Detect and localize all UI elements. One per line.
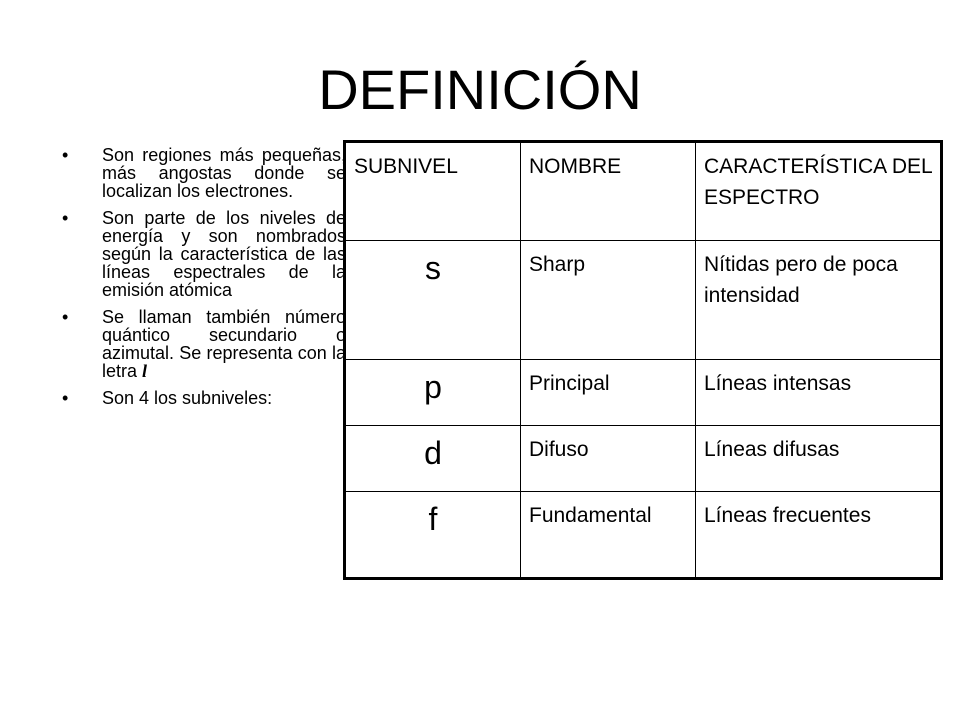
cell-caracteristica: Líneas frecuentes xyxy=(696,491,942,578)
table-row xyxy=(345,359,942,425)
cell-caracteristica: Líneas intensas xyxy=(696,359,942,425)
table-row xyxy=(345,491,942,578)
header-caracteristica: CARACTERÍSTICA DEL ESPECTRO xyxy=(696,142,942,241)
bullet-text: Son regiones más pequeñas, más angostas donde se localizan los electrones. xyxy=(102,145,346,201)
bullet-dot-icon: • xyxy=(62,145,69,165)
cell-subnivel: d xyxy=(345,425,521,491)
azimuthal-letter: l xyxy=(142,361,148,381)
bullet-item xyxy=(62,146,346,200)
cell-nombre: Principal xyxy=(521,359,696,425)
slide-title: DEFINICIÓN xyxy=(318,58,642,121)
header-subnivel: SUBNIVEL xyxy=(345,142,521,241)
table-row xyxy=(345,425,942,491)
bullet-dot-icon: • xyxy=(62,307,69,327)
bullet-item xyxy=(62,389,346,407)
cell-subnivel: f xyxy=(345,491,521,578)
header-nombre: NOMBRE xyxy=(521,142,696,241)
bullet-item xyxy=(62,308,346,380)
cell-nombre: Sharp xyxy=(521,241,696,360)
cell-subnivel: p xyxy=(345,359,521,425)
cell-caracteristica: Nítidas pero de poca intensidad xyxy=(696,241,942,360)
cell-nombre: Difuso xyxy=(521,425,696,491)
cell-nombre: Fundamental xyxy=(521,491,696,578)
bullet-dot-icon: • xyxy=(62,208,69,228)
subniveles-table xyxy=(343,140,943,580)
bullet-text: Se llaman también número quántico secundario o azimutal. Se representa con la letra xyxy=(102,307,346,381)
bullet-item xyxy=(62,209,346,299)
bullet-dot-icon: • xyxy=(62,388,69,408)
bullet-list xyxy=(62,146,346,416)
bullet-text: Son parte de los niveles de energía y son nombrados según la característica de las líneas espectrales de la emisión atómica xyxy=(102,208,346,300)
table-row xyxy=(345,241,942,360)
bullet-text: Son 4 los subniveles: xyxy=(102,388,273,408)
cell-subnivel: s xyxy=(345,241,521,360)
table-header-row xyxy=(345,142,942,241)
cell-caracteristica: Líneas difusas xyxy=(696,425,942,491)
